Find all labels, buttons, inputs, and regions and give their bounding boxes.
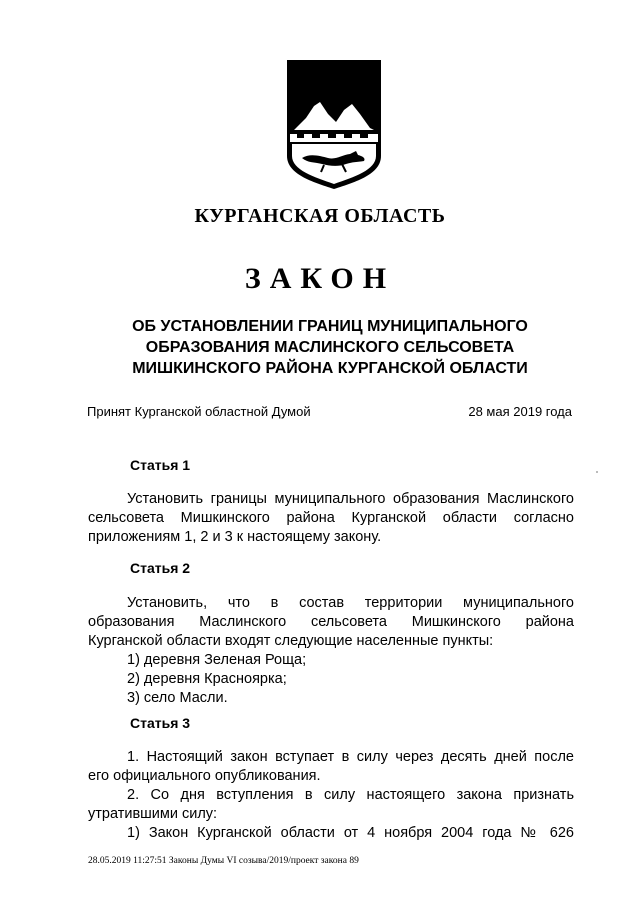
article-1-heading: Статья 1 bbox=[130, 457, 191, 473]
list-item: 2) деревня Красноярка; bbox=[127, 671, 287, 687]
list-item: 1) деревня Зеленая Роща; bbox=[127, 652, 307, 668]
text-line: приложениям 1, 2 и 3 к настоящему закону. bbox=[88, 529, 382, 545]
text-line: 2. Со дня вступления в силу настоящего закона признать bbox=[127, 787, 574, 803]
adoption-date: 28 мая 2019 года bbox=[468, 404, 572, 419]
footer-file-path: 28.05.2019 11:27:51 Законы Думы VI созыва/2019/проект закона 89 bbox=[88, 856, 359, 866]
list-item: 1) Закон Курганской области от 4 ноября 2004 года № 626 bbox=[127, 825, 574, 841]
article-2-text bbox=[88, 594, 574, 708]
text-line: Установить, что в состав территории муниципального bbox=[127, 595, 574, 611]
text-line: сельсовета Мишкинского района Курганской области согласно bbox=[88, 510, 574, 526]
law-title-line: МИШКИНСКОГО РАЙОНА КУРГАНСКОЙ ОБЛАСТИ bbox=[132, 360, 528, 377]
text-line: утратившими силу: bbox=[88, 806, 218, 822]
text-line: Курганской области входят следующие населенные пункты: bbox=[88, 633, 494, 649]
law-title-line: ОБРАЗОВАНИЯ МАСЛИНСКОГО СЕЛЬСОВЕТА bbox=[145, 339, 515, 356]
text-line: его официального опубликования. bbox=[88, 768, 321, 784]
document-type: ЗАКОН bbox=[244, 262, 396, 295]
region-name: КУРГАНСКАЯ ОБЛАСТЬ bbox=[194, 205, 446, 227]
text-line: 1. Настоящий закон вступает в силу через десять дней после bbox=[127, 749, 574, 765]
coat-of-arms-emblem bbox=[284, 58, 384, 190]
scan-speck bbox=[596, 471, 598, 473]
law-title-line: ОБ УСТАНОВЛЕНИИ ГРАНИЦ МУНИЦИПАЛЬНОГО bbox=[132, 318, 528, 335]
list-item: 3) село Масли. bbox=[127, 690, 228, 706]
law-title bbox=[60, 316, 600, 379]
article-2-heading: Статья 2 bbox=[130, 560, 191, 576]
adopted-by: Принят Курганской областной Думой bbox=[87, 404, 311, 419]
text-line: образования Маслинского сельсовета Мишкинского района bbox=[88, 614, 574, 630]
text-line: Установить границы муниципального образования Маслинского bbox=[127, 491, 574, 507]
article-1-text bbox=[88, 490, 574, 547]
article-3-heading: Статья 3 bbox=[130, 715, 191, 731]
article-3-text bbox=[88, 748, 574, 843]
